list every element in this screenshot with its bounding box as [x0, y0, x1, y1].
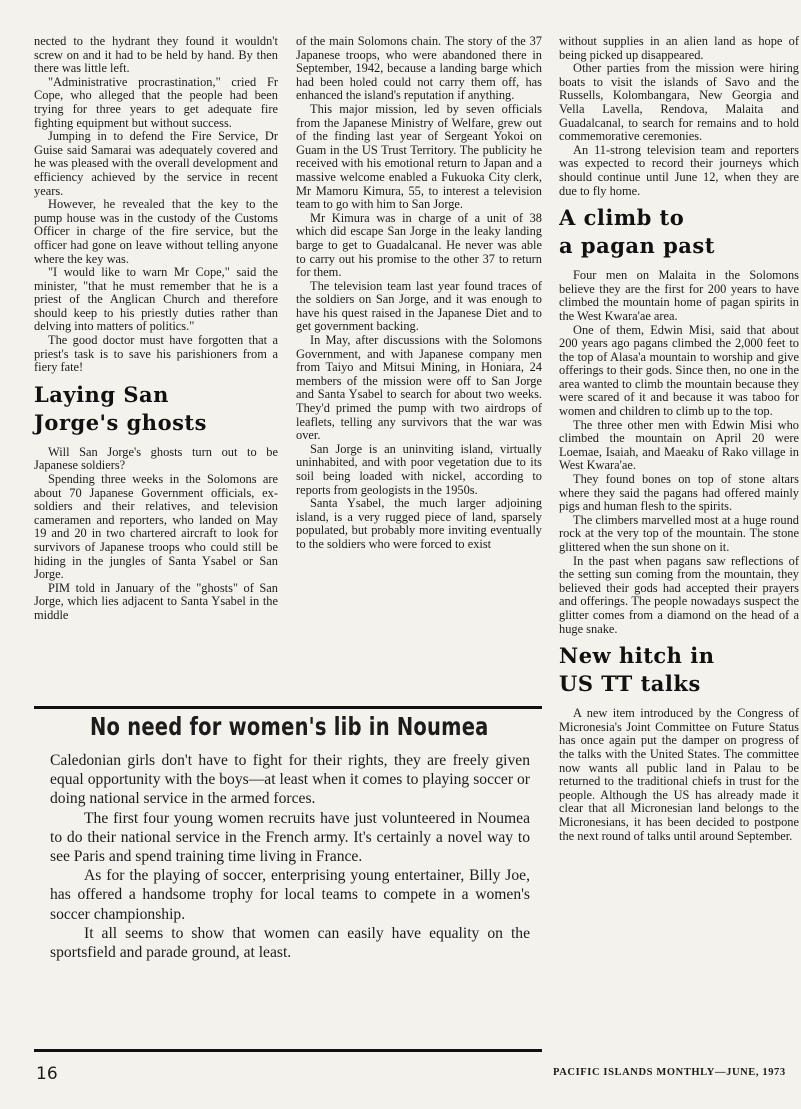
womens-lib-box — [50, 712, 530, 962]
box-title: No need for women's lib in Noumea — [90, 712, 489, 741]
article-heading-us-tt-talks — [559, 642, 799, 698]
paragraph: Will San Jorge's ghosts turn out to be Japanese soldiers? — [34, 444, 278, 473]
paragraph: PIM told in January of the "ghosts" of San Jorge, which lies adjacent to Santa Ysabel in the middle — [34, 580, 278, 622]
heading-line: a pagan past — [559, 233, 715, 259]
article-heading-pagan-past — [559, 204, 799, 260]
paragraph: The first four young women recruits have just volunteered in Noumea to do their national service in the French army. It's certainly a novel way to see Paris and spend training time living in France. — [50, 809, 530, 866]
paragraph: Caledonian girls don't have to fight for their rights, they are freely given equal opportunity with the boys—at least when it comes to playing soccer or doing national service in the armed forces. — [50, 752, 530, 808]
paragraph: As for the playing of soccer, enterprising young entertainer, Billy Joe, has offered a handsome trophy for local teams to compete in a women's soccer championship. — [50, 867, 530, 923]
paragraph: Mr Kimura was in charge of a unit of 38 which did escape San Jorge in the leaky landing barge to get to Guadalcanal. He never was able to carry out his promise to the other 37 to return for them. — [296, 210, 542, 280]
paragraph: nected to the hydrant they found it wouldn't screw on and it had to be held by hand. By then there was little left. — [34, 34, 278, 76]
paragraph: San Jorge is an uninviting island, virtually uninhabited, and with poor vegetation due to its soil being loaded with nickel, according to reports from geologists in the 1950s. — [296, 441, 542, 497]
paragraph: "Administrative procrastination," cried Fr Cope, who alleged that the people had been trying for three years to get adequate fire fighting equipment but without success. — [34, 74, 278, 130]
paragraph: It all seems to show that women can easily have equality on the sportsfield and parade ground, at least. — [50, 924, 530, 962]
box-top-rule — [34, 706, 542, 709]
paragraph: They found bones on top of stone altars where they said the pagans had offered mainly pigs and human flesh to the spirits. — [559, 472, 799, 514]
paragraph: This major mission, led by seven officials from the Japanese Ministry of Welfare, grew out of the finding last year of Sergeant Yokoi on Guam in the US Trust Territory. The publicity he received with his emotional return to Japan and a massive welcome enabled a Fukuoka City clerk, Mr Mamoru Kimura, 55, to interest a television team to go with him to San Jorge. — [296, 101, 542, 212]
paragraph: of the main Solomons chain. The story of the 37 Japanese troops, who were abandoned there in September, 1942, because a landing barge which had been holed could not carry them off, has enhanced the island's reputation if anything. — [296, 34, 542, 103]
paragraph: The climbers marvelled most at a huge round rock at the very top of the mountain. The stone glittered when the sun shone on it. — [559, 512, 799, 554]
page-number: 16 — [36, 1064, 58, 1084]
paragraph: The television team last year found traces of the soldiers on San Jorge, and it was enough to have his quest raised in the Japanese Diet and to get government backing. — [296, 278, 542, 334]
heading-line: Laying San — [34, 381, 169, 407]
column-3 — [559, 35, 799, 843]
paragraph: "I would like to warn Mr Cope," said the minister, "that he must remember that he is a priest of the Anglican Church and therefore should keep to his priestly duties rather than delving into matters of politics." — [34, 265, 278, 334]
column-2 — [296, 35, 542, 552]
column-1 — [34, 35, 278, 623]
paragraph: Other parties from the mission were hiring boats to visit the islands of Savo and the Russells, Kolombangara, New Georgia and Vella Lavella, Rendova, Malaita and Guadalcanal, to search for remains and to hold commemorative ceremonies. — [559, 61, 799, 144]
paragraph: Spending three weeks in the Solomons are about 70 Japanese Government officials, ex-soldiers and their relatives, and television cameramen and reporters, who landed on May 19 and 20 in two chartered aircraft to look for survivors of Japanese troops who could still be hiding in the jungles of Santa Ysabel or San Jorge. — [34, 472, 278, 582]
heading-line: New hitch in — [559, 643, 715, 669]
heading-line: A climb to — [559, 205, 685, 231]
paragraph: However, he revealed that the key to the pump house was in the custody of the Customs Officer in charge of the fire service, but the officer had gone on leave without telling anyone where the key was. — [34, 197, 278, 266]
paragraph: An 11-strong television team and reporters was expected to record their journeys which should continue until June 12, when they are due to fly home. — [559, 142, 799, 198]
paragraph: In the past when pagans saw reflections of the setting sun coming from the mountain, they believed their gods had accepted their prayers and offerings. The people nowadays suspect the glitter comes from a diamond on the head of a huge snake. — [559, 553, 799, 636]
heading-line: Jorge's ghosts — [34, 409, 207, 435]
paragraph: The good doctor must have forgotten that a priest's task is to save his parishioners from a fiery fate! — [34, 333, 278, 375]
paragraph: Jumping in to defend the Fire Service, Dr Guise said Samarai was adequately covered and he was pleased with the overall development and efficiency achieved by the service in recent years. — [34, 129, 278, 198]
paragraph: In May, after discussions with the Solomons Government, and with Japanese company men from Taiyo and Mitsui Mining, in Honiara, 24 members of the mission were off to San Jorge and Santa Ysabel to search for about two weeks. They'd primed the pump with two airdrops of leaflets, telling any survivors that the war was over. — [296, 333, 542, 443]
publication-footer: PACIFIC ISLANDS MONTHLY—JUNE, 1973 — [553, 1067, 786, 1078]
box-bottom-rule — [34, 1049, 542, 1052]
article-heading-san-jorge — [34, 381, 278, 437]
paragraph: Santa Ysabel, the much larger adjoining island, is a very rugged piece of land, sparsely populated, but probably more inviting eventually to the soldiers who were forced to exist — [296, 496, 542, 551]
paragraph: without supplies in an alien land as hope of being picked up disappeared. — [559, 35, 799, 62]
heading-line: US TT talks — [559, 671, 701, 697]
paragraph: Four men on Malaita in the Solomons believe they are the first for 200 years to have climbed the mountain home of pagan spirits in the West Kwara'ae area. — [559, 268, 799, 323]
paragraph: A new item introduced by the Congress of Micronesia's Joint Committee on Future Status has once again put the damper on progress of the talks with the United States. The committee now wants all public land in Palau to be returned to the traditional chiefs in trust for the people. Although the US has already made it clear that all Micronesian land belongs to the Micronesians, it has been decided to postpone the next round of talks until around September. — [559, 706, 799, 843]
paragraph: The three other men with Edwin Misi who climbed the mountain on April 20 were Loemae, Isaiah, and Maeaku of Rako village in West Kwara'ae. — [559, 417, 799, 473]
paragraph: One of them, Edwin Misi, said that about 200 years ago pagans climbed the 2,000 feet to the top of Alasa'a mountain to worship and give offerings to their gods. Since then, no one in the area wanted to climb the mountain because they were scared of it and because it was taboo for women and children to climb up to the top. — [559, 322, 799, 419]
